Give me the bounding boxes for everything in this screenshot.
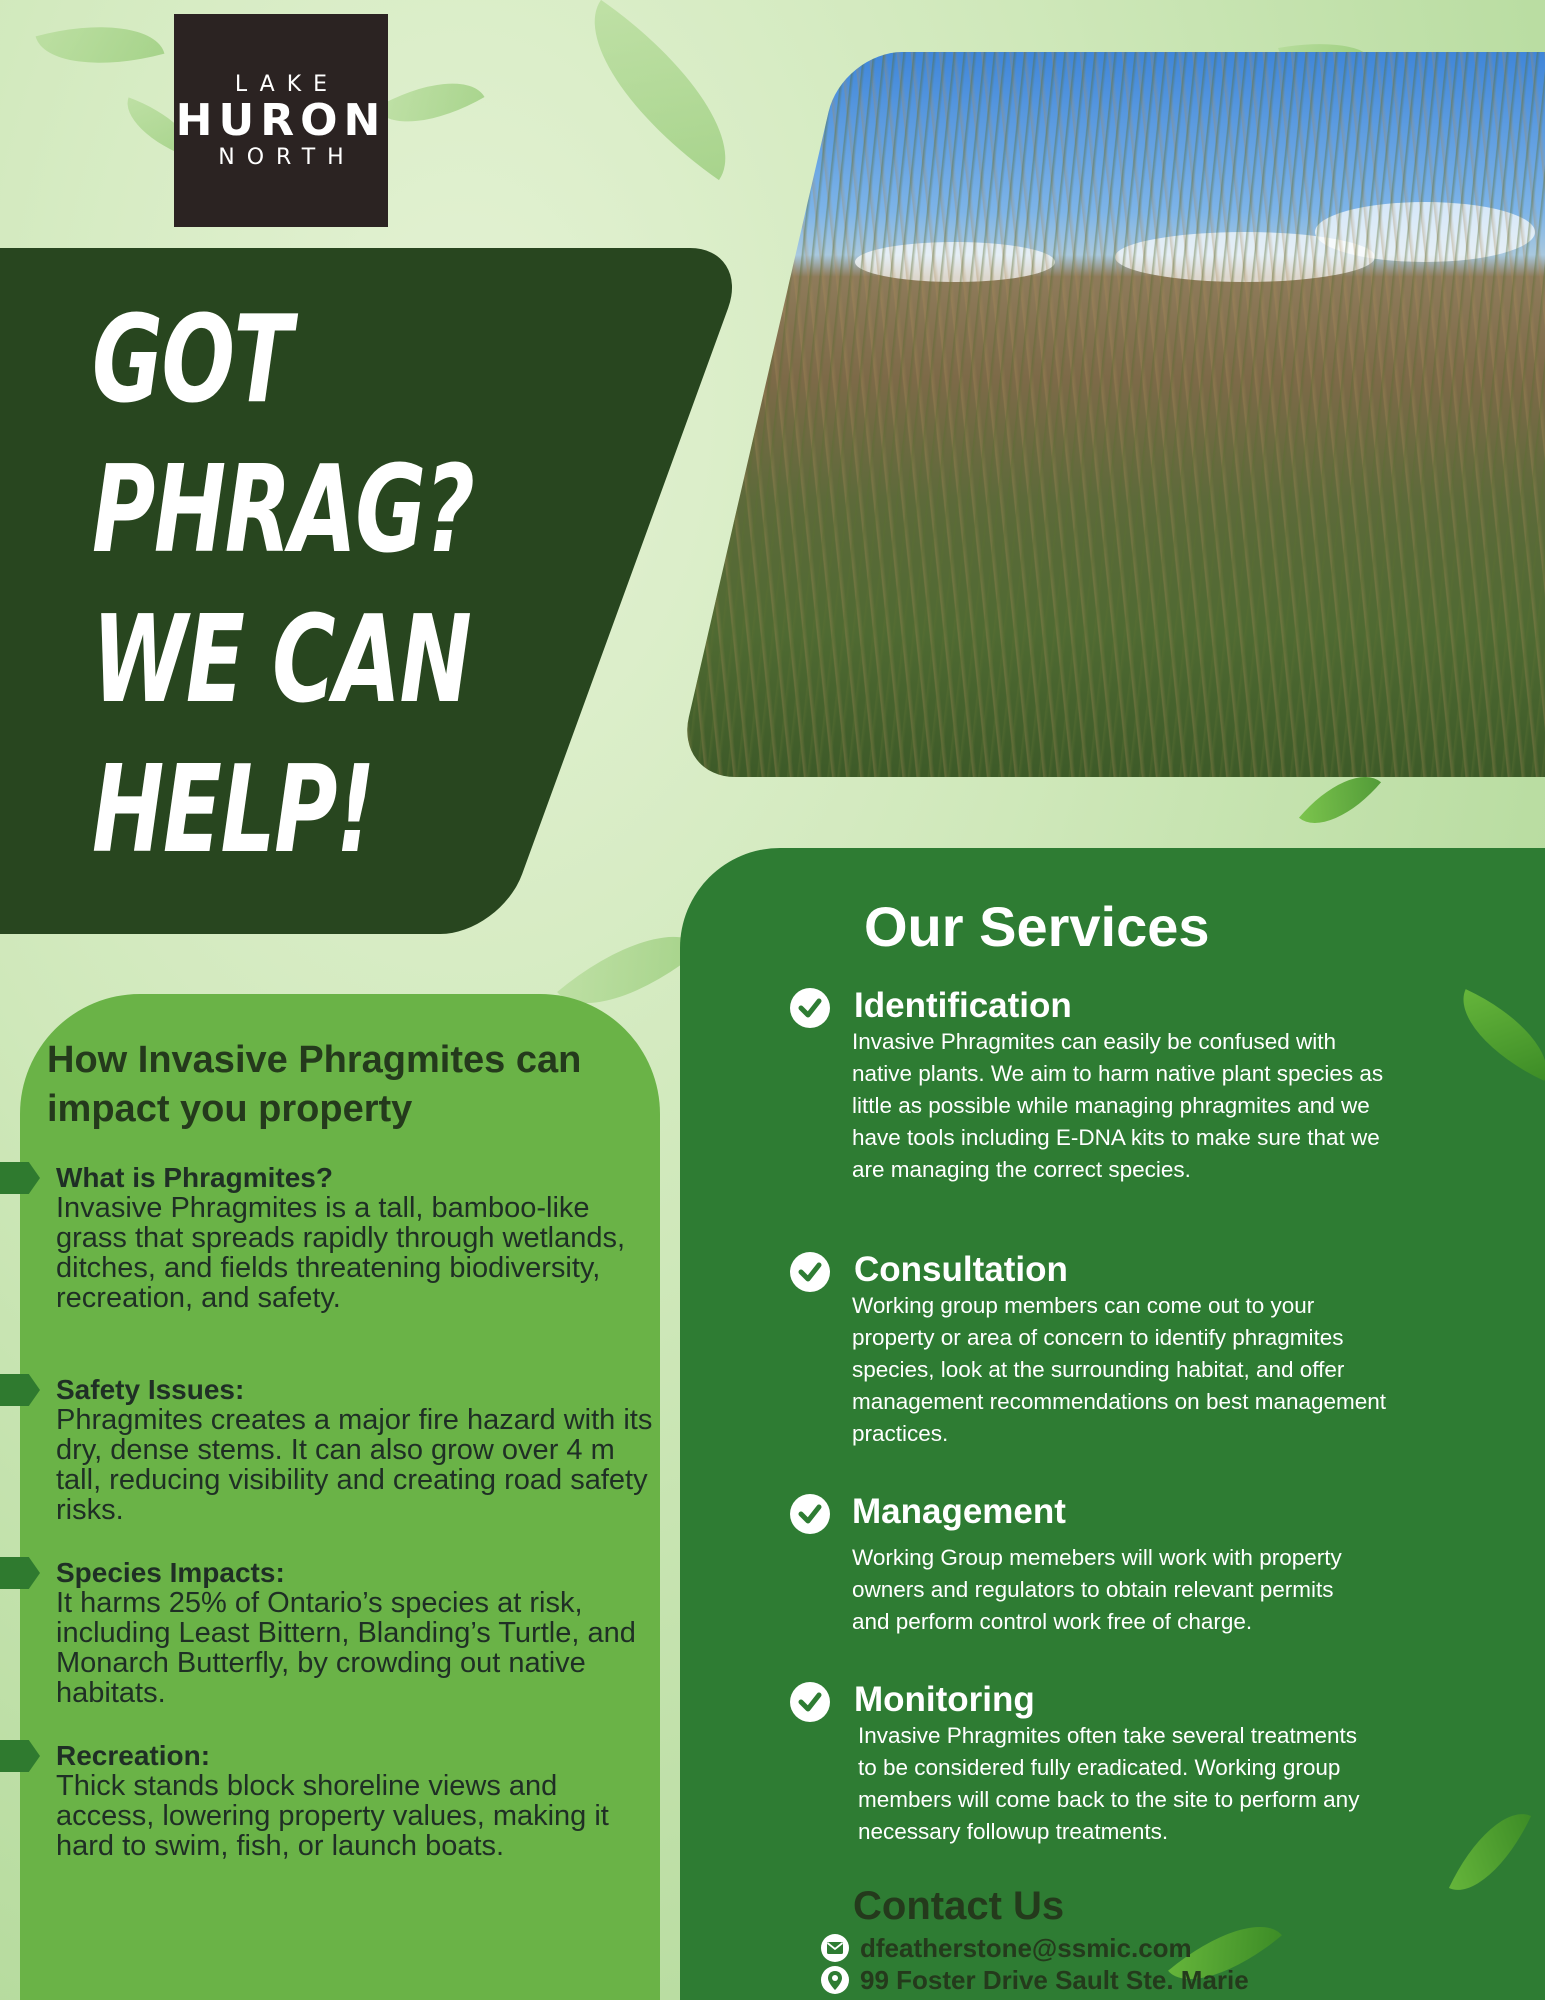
hero-line: HELP!: [92, 741, 374, 880]
service-heading: Monitoring: [854, 1680, 1035, 1719]
email-icon: [820, 1933, 850, 1963]
impact-body: It harms 25% of Ontario’s species at risk, including Least Bittern, Blanding’s Turtle, and Monarch Butterfly, by crowding out native habitats.: [56, 1587, 636, 1709]
impact-heading: Recreation:: [56, 1740, 211, 1771]
logo-line-north: NORTH: [218, 144, 356, 170]
hero-headline: [92, 286, 473, 886]
impact-body: Thick stands block shoreline views and access, lowering property values, making it hard to swim, fish, or launch boats.: [56, 1770, 609, 1862]
phragmites-photo-image: [675, 52, 1545, 777]
contact-email-row[interactable]: [820, 1932, 1192, 1964]
impact-body: Phragmites creates a major fire hazard with its dry, dense stems. It can also grow over 4 m tall, reducing visibility and creating road safety risks.: [56, 1404, 653, 1526]
impact-body: Invasive Phragmites is a tall, bamboo-like grass that spreads rapidly through wetlands, ditches, and fields threatening biodiversity, recreation, and safety.: [56, 1192, 626, 1314]
logo-line-huron: HURON: [175, 94, 387, 146]
contact-email[interactable]: dfeatherstone@ssmic.com: [860, 1933, 1192, 1963]
impact-heading: Safety Issues:: [56, 1374, 245, 1405]
impact-item: [56, 1163, 656, 1313]
logo-line-lake: LAKE: [234, 71, 340, 97]
service-body: Invasive Phragmites can easily be confused with native plants. We aim to harm native plant species as little as possible while managing phragmites and we have tools including E-DNA kits to make sure that we are managing the correct species.: [852, 1029, 1384, 1182]
impact-heading: Species Impacts:: [56, 1557, 285, 1588]
lake-huron-north-logo: [174, 14, 388, 227]
impact-heading: What is Phragmites?: [56, 1162, 333, 1193]
service-heading: Identification: [854, 986, 1072, 1025]
services-title: Our Services: [864, 895, 1210, 958]
contact-address: 99 Foster Drive Sault Ste. Marie: [860, 1965, 1249, 1995]
hero-line: GOT: [92, 291, 291, 430]
background-leaf-icon: [555, 0, 765, 180]
service-heading: Management: [852, 1492, 1066, 1531]
service-body: Working Group memebers will work with property owners and regulators to obtain relevant permits and perform control work free of charge.: [852, 1545, 1342, 1634]
contact-address-row: [820, 1964, 1249, 1996]
impacts-title: How Invasive Phragmites can impact you property: [47, 1039, 582, 1130]
phragmites-field-photo: [675, 52, 1545, 777]
impact-item: [56, 1558, 656, 1708]
service-body: Invasive Phragmites often take several treatments to be considered fully eradicated. Working group members will come back to the site to perform any necessary followup treatments.: [858, 1723, 1360, 1844]
service-heading: Consultation: [854, 1250, 1068, 1289]
hero-line: WE CAN: [92, 591, 471, 730]
impact-item: [56, 1375, 656, 1525]
service-body: Working group members can come out to your property or area of concern to identify phragmites species, look at the surrounding habitat, and offer management recommendations on best management practices.: [852, 1293, 1387, 1446]
check-circle-icon: [790, 988, 830, 1028]
hero-line: PHRAG?: [92, 441, 474, 580]
check-circle-icon: [790, 1494, 830, 1534]
contact-title: Contact Us: [853, 1884, 1065, 1928]
background-leaf-icon: [36, 5, 165, 84]
check-circle-icon: [790, 1682, 830, 1722]
background-leaf-icon: [375, 58, 484, 147]
impact-item: [56, 1741, 656, 1861]
check-circle-icon: [790, 1252, 830, 1292]
location-pin-icon: [820, 1965, 850, 1995]
